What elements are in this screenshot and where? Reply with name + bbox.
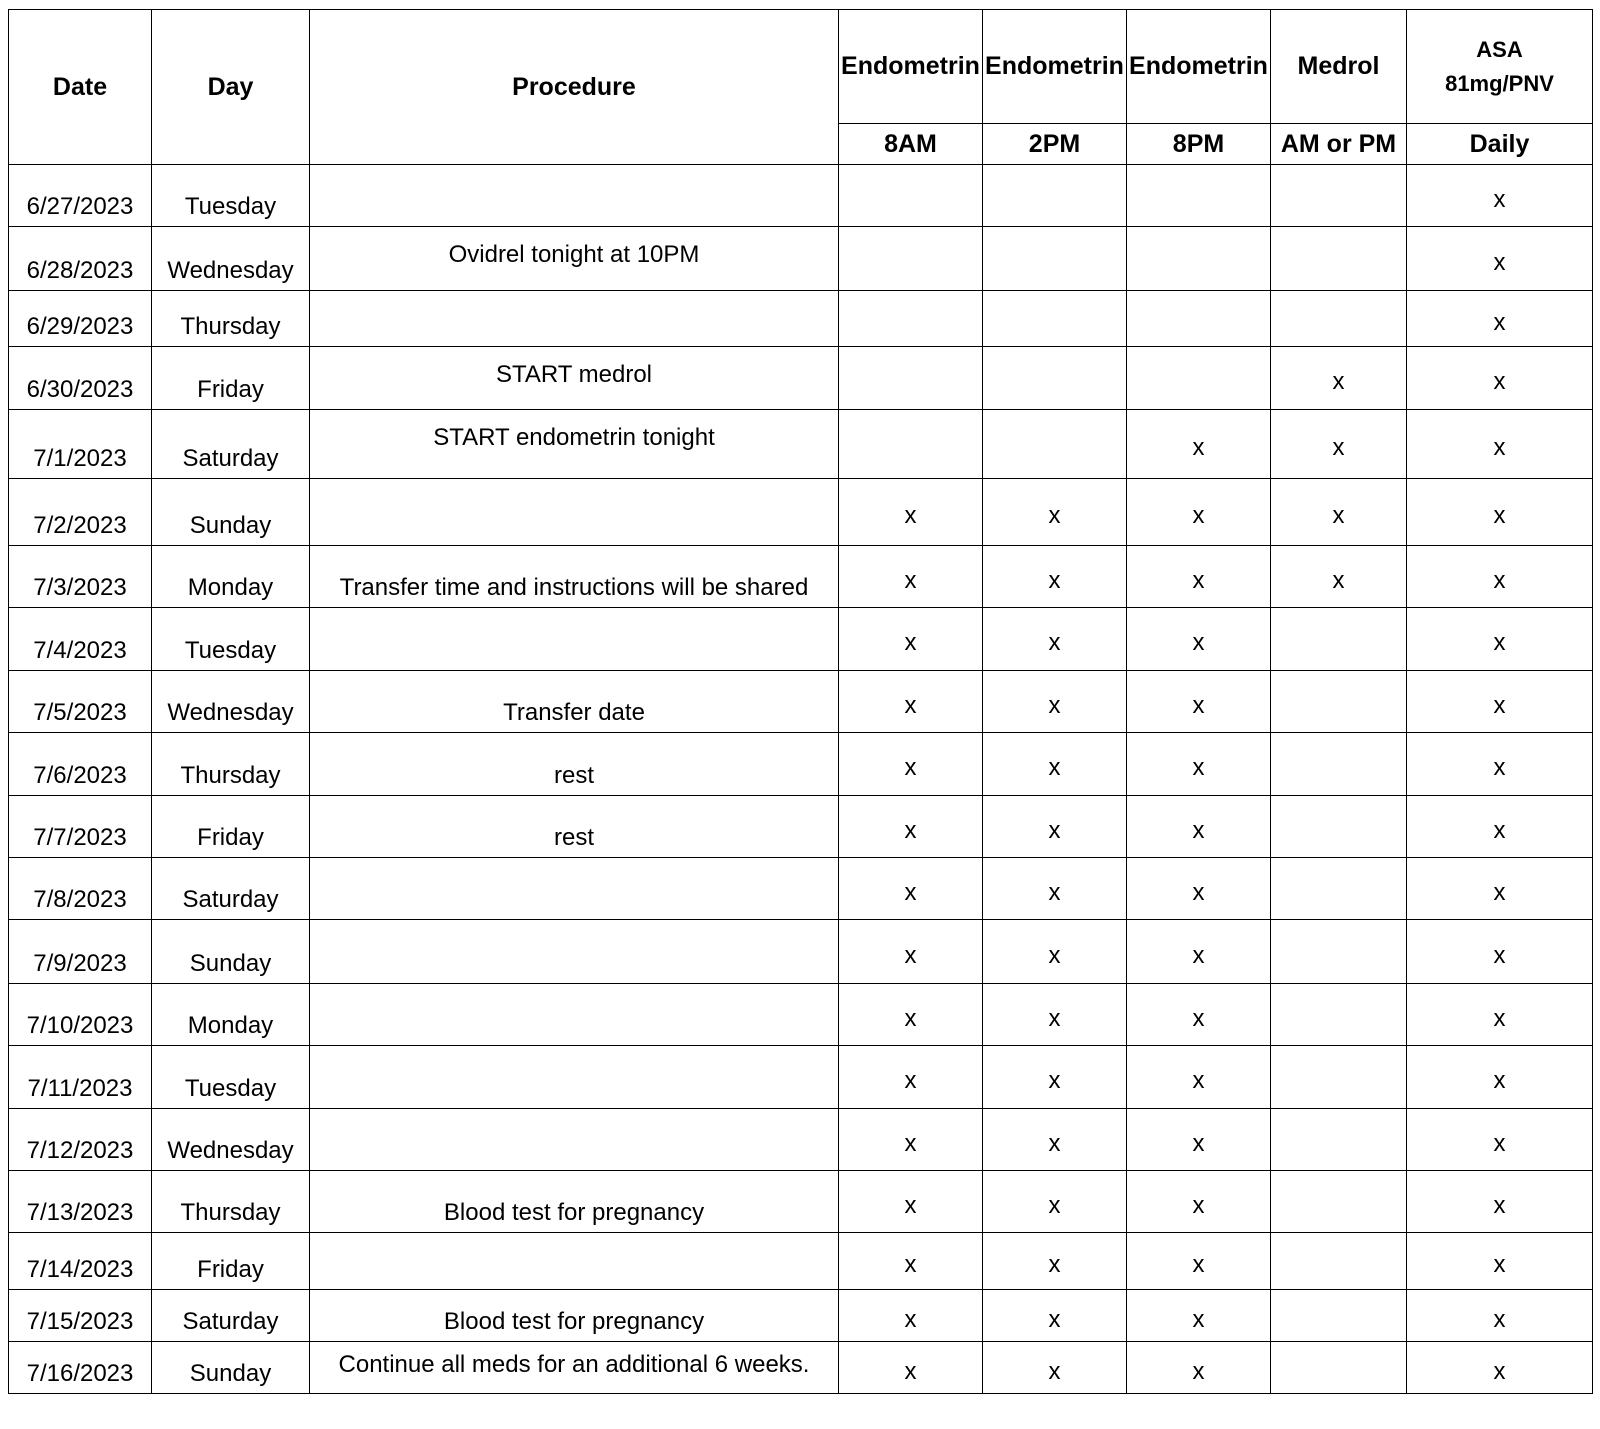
medrol-cell (1271, 671, 1407, 733)
medrol-cell (1271, 1109, 1407, 1171)
endometrin-2pm-cell (983, 291, 1127, 347)
endometrin-8pm-cell: x (1127, 1290, 1271, 1342)
medrol-cell (1271, 920, 1407, 984)
day-cell: Tuesday (152, 165, 310, 227)
subheader-am-or-pm: AM or PM (1271, 124, 1407, 165)
medrol-cell (1271, 1233, 1407, 1290)
asa-daily-cell: x (1407, 733, 1593, 796)
day-cell: Wednesday (152, 671, 310, 733)
asa-daily-cell: x (1407, 410, 1593, 479)
medrol-cell (1271, 733, 1407, 796)
table-row (9, 608, 1593, 671)
date-cell: 7/9/2023 (9, 920, 152, 984)
table-row (9, 1046, 1593, 1109)
date-cell: 7/7/2023 (9, 796, 152, 858)
day-cell: Wednesday (152, 1109, 310, 1171)
endometrin-8am-cell (839, 291, 983, 347)
procedure-cell: Transfer date (310, 671, 839, 733)
table-row (9, 1342, 1593, 1394)
day-cell: Friday (152, 347, 310, 410)
day-cell: Tuesday (152, 608, 310, 671)
medrol-cell: x (1271, 479, 1407, 546)
medrol-cell (1271, 858, 1407, 920)
medication-schedule-table (8, 9, 1593, 1394)
endometrin-2pm-cell: x (983, 1109, 1127, 1171)
endometrin-8am-cell: x (839, 671, 983, 733)
endometrin-2pm-cell (983, 347, 1127, 410)
procedure-cell: Continue all meds for an additional 6 weeks. (310, 1342, 839, 1394)
date-cell: 7/11/2023 (9, 1046, 152, 1109)
procedure-cell: rest (310, 733, 839, 796)
procedure-cell (310, 920, 839, 984)
asa-daily-cell: x (1407, 1342, 1593, 1394)
endometrin-8am-cell: x (839, 608, 983, 671)
date-cell: 7/12/2023 (9, 1109, 152, 1171)
endometrin-8pm-cell: x (1127, 410, 1271, 479)
asa-daily-cell: x (1407, 920, 1593, 984)
endometrin-2pm-cell: x (983, 1046, 1127, 1109)
table-row (9, 733, 1593, 796)
procedure-cell (310, 858, 839, 920)
procedure-cell: Blood test for pregnancy (310, 1171, 839, 1233)
endometrin-8pm-cell: x (1127, 1171, 1271, 1233)
day-cell: Tuesday (152, 1046, 310, 1109)
endometrin-2pm-cell (983, 227, 1127, 291)
table-row (9, 479, 1593, 546)
day-cell: Monday (152, 546, 310, 608)
asa-daily-cell: x (1407, 858, 1593, 920)
day-cell: Sunday (152, 479, 310, 546)
endometrin-8pm-cell: x (1127, 546, 1271, 608)
asa-daily-cell: x (1407, 1233, 1593, 1290)
medrol-cell (1271, 984, 1407, 1046)
medrol-cell (1271, 608, 1407, 671)
date-cell: 7/2/2023 (9, 479, 152, 546)
table-row (9, 410, 1593, 479)
asa-daily-cell: x (1407, 546, 1593, 608)
asa-daily-cell: x (1407, 347, 1593, 410)
date-cell: 7/5/2023 (9, 671, 152, 733)
medrol-cell (1271, 1342, 1407, 1394)
asa-daily-cell: x (1407, 796, 1593, 858)
day-cell: Saturday (152, 858, 310, 920)
endometrin-2pm-cell: x (983, 479, 1127, 546)
medrol-cell: x (1271, 410, 1407, 479)
date-cell: 7/13/2023 (9, 1171, 152, 1233)
endometrin-2pm-cell: x (983, 1342, 1127, 1394)
asa-daily-cell: x (1407, 291, 1593, 347)
date-cell: 7/14/2023 (9, 1233, 152, 1290)
endometrin-8pm-cell: x (1127, 796, 1271, 858)
medrol-cell: x (1271, 347, 1407, 410)
table-row (9, 227, 1593, 291)
endometrin-8am-cell: x (839, 920, 983, 984)
endometrin-8pm-cell: x (1127, 984, 1271, 1046)
endometrin-8pm-cell: x (1127, 858, 1271, 920)
table-row (9, 1109, 1593, 1171)
procedure-cell (310, 479, 839, 546)
header-date: Date (9, 10, 152, 165)
date-cell: 7/15/2023 (9, 1290, 152, 1342)
endometrin-2pm-cell (983, 165, 1127, 227)
date-cell: 7/8/2023 (9, 858, 152, 920)
day-cell: Wednesday (152, 227, 310, 291)
procedure-cell (310, 1046, 839, 1109)
date-cell: 7/3/2023 (9, 546, 152, 608)
endometrin-8pm-cell (1127, 165, 1271, 227)
table-row (9, 1290, 1593, 1342)
date-cell: 6/27/2023 (9, 165, 152, 227)
endometrin-8am-cell: x (839, 1046, 983, 1109)
table-row (9, 984, 1593, 1046)
day-cell: Friday (152, 1233, 310, 1290)
day-cell: Saturday (152, 410, 310, 479)
endometrin-2pm-cell: x (983, 920, 1127, 984)
endometrin-8pm-cell: x (1127, 733, 1271, 796)
asa-daily-cell: x (1407, 1171, 1593, 1233)
table-row (9, 165, 1593, 227)
endometrin-8pm-cell: x (1127, 1046, 1271, 1109)
endometrin-2pm-cell: x (983, 984, 1127, 1046)
endometrin-8am-cell (839, 410, 983, 479)
endometrin-8am-cell: x (839, 1290, 983, 1342)
endometrin-8pm-cell: x (1127, 1342, 1271, 1394)
header-endometrin-2pm: Endometrin (983, 10, 1127, 124)
day-cell: Monday (152, 984, 310, 1046)
date-cell: 7/6/2023 (9, 733, 152, 796)
endometrin-8am-cell: x (839, 858, 983, 920)
endometrin-8am-cell: x (839, 1171, 983, 1233)
table-row (9, 858, 1593, 920)
endometrin-8am-cell: x (839, 733, 983, 796)
asa-daily-cell: x (1407, 1046, 1593, 1109)
medrol-cell (1271, 1171, 1407, 1233)
endometrin-8am-cell: x (839, 479, 983, 546)
asa-daily-cell: x (1407, 165, 1593, 227)
endometrin-8pm-cell (1127, 347, 1271, 410)
header-asa-line2: 81mg/PNV (1445, 70, 1554, 96)
endometrin-8am-cell: x (839, 1109, 983, 1171)
header-asa (1407, 10, 1593, 124)
endometrin-8am-cell: x (839, 1233, 983, 1290)
schedule-body (9, 165, 1593, 1394)
procedure-cell (310, 608, 839, 671)
asa-daily-cell: x (1407, 608, 1593, 671)
endometrin-8pm-cell (1127, 291, 1271, 347)
endometrin-2pm-cell: x (983, 608, 1127, 671)
subheader-8am: 8AM (839, 124, 983, 165)
day-cell: Sunday (152, 920, 310, 984)
endometrin-8am-cell (839, 165, 983, 227)
endometrin-2pm-cell: x (983, 796, 1127, 858)
endometrin-8pm-cell (1127, 227, 1271, 291)
header-procedure: Procedure (310, 10, 839, 165)
medrol-cell: x (1271, 546, 1407, 608)
endometrin-8am-cell (839, 227, 983, 291)
date-cell: 7/1/2023 (9, 410, 152, 479)
endometrin-2pm-cell: x (983, 1233, 1127, 1290)
table-row (9, 1171, 1593, 1233)
day-cell: Saturday (152, 1290, 310, 1342)
date-cell: 7/16/2023 (9, 1342, 152, 1394)
endometrin-2pm-cell: x (983, 858, 1127, 920)
header-day: Day (152, 10, 310, 165)
procedure-cell (310, 984, 839, 1046)
asa-daily-cell: x (1407, 479, 1593, 546)
table-row (9, 291, 1593, 347)
procedure-cell: rest (310, 796, 839, 858)
endometrin-8am-cell: x (839, 984, 983, 1046)
procedure-cell: Ovidrel tonight at 10PM (310, 227, 839, 291)
procedure-cell: START medrol (310, 347, 839, 410)
table-row (9, 1233, 1593, 1290)
asa-daily-cell: x (1407, 1109, 1593, 1171)
medrol-cell (1271, 796, 1407, 858)
day-cell: Thursday (152, 733, 310, 796)
day-cell: Thursday (152, 291, 310, 347)
endometrin-8pm-cell: x (1127, 608, 1271, 671)
day-cell: Sunday (152, 1342, 310, 1394)
date-cell: 6/28/2023 (9, 227, 152, 291)
procedure-cell: Blood test for pregnancy (310, 1290, 839, 1342)
endometrin-8am-cell: x (839, 1342, 983, 1394)
procedure-cell (310, 1233, 839, 1290)
day-cell: Friday (152, 796, 310, 858)
date-cell: 7/4/2023 (9, 608, 152, 671)
endometrin-8pm-cell: x (1127, 1109, 1271, 1171)
subheader-2pm: 2PM (983, 124, 1127, 165)
endometrin-2pm-cell: x (983, 733, 1127, 796)
endometrin-8pm-cell: x (1127, 1233, 1271, 1290)
endometrin-8pm-cell: x (1127, 479, 1271, 546)
table-row (9, 671, 1593, 733)
endometrin-2pm-cell: x (983, 1171, 1127, 1233)
medrol-cell (1271, 1046, 1407, 1109)
header-asa-line1: ASA (1476, 36, 1523, 62)
date-cell: 6/29/2023 (9, 291, 152, 347)
date-cell: 7/10/2023 (9, 984, 152, 1046)
procedure-cell (310, 1109, 839, 1171)
table-row (9, 796, 1593, 858)
day-cell: Thursday (152, 1171, 310, 1233)
endometrin-2pm-cell: x (983, 671, 1127, 733)
asa-daily-cell: x (1407, 671, 1593, 733)
procedure-cell (310, 291, 839, 347)
table-row (9, 347, 1593, 410)
endometrin-8am-cell: x (839, 796, 983, 858)
table-row (9, 546, 1593, 608)
endometrin-2pm-cell (983, 410, 1127, 479)
header-endometrin-8am: Endometrin (839, 10, 983, 124)
endometrin-8am-cell (839, 347, 983, 410)
date-cell: 6/30/2023 (9, 347, 152, 410)
endometrin-8pm-cell: x (1127, 920, 1271, 984)
procedure-cell: START endometrin tonight (310, 410, 839, 479)
subheader-daily: Daily (1407, 124, 1593, 165)
procedure-cell: Transfer time and instructions will be shared (310, 546, 839, 608)
endometrin-2pm-cell: x (983, 1290, 1127, 1342)
asa-daily-cell: x (1407, 1290, 1593, 1342)
medrol-cell (1271, 165, 1407, 227)
endometrin-8am-cell: x (839, 546, 983, 608)
header-medrol: Medrol (1271, 10, 1407, 124)
header-endometrin-8pm: Endometrin (1127, 10, 1271, 124)
medrol-cell (1271, 227, 1407, 291)
medrol-cell (1271, 1290, 1407, 1342)
procedure-cell (310, 165, 839, 227)
medrol-cell (1271, 291, 1407, 347)
endometrin-8pm-cell: x (1127, 671, 1271, 733)
table-row (9, 920, 1593, 984)
asa-daily-cell: x (1407, 227, 1593, 291)
subheader-8pm: 8PM (1127, 124, 1271, 165)
asa-daily-cell: x (1407, 984, 1593, 1046)
endometrin-2pm-cell: x (983, 546, 1127, 608)
